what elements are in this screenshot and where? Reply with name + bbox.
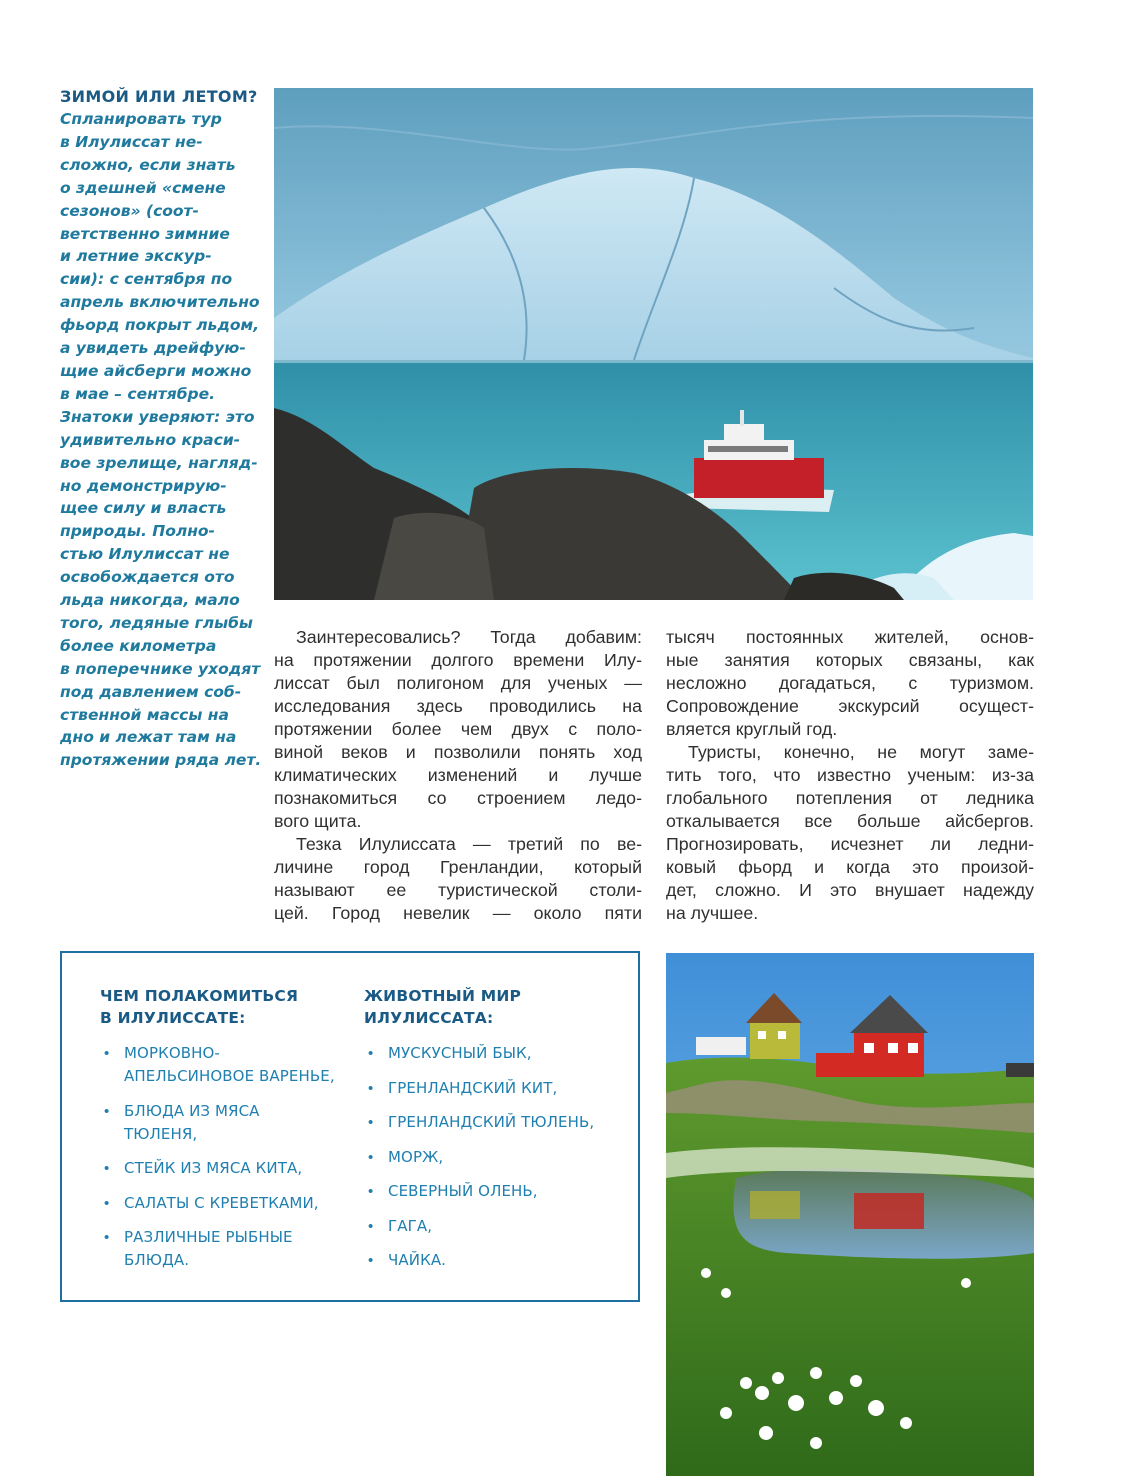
list-item-text: БЛЮДА.	[124, 1251, 190, 1269]
article-line: тысяч постоянных жителей, основ-	[666, 627, 1034, 647]
article-line: дет, сложно. И это внушает надежду	[666, 880, 1034, 900]
article-line: лиссат был полигоном для ученых —	[274, 673, 642, 693]
sidebar-title: ЗИМОЙ ИЛИ ЛЕТОМ?	[60, 87, 258, 106]
houses-photo	[666, 953, 1034, 1476]
sidebar-line: в мае – сентябре.	[60, 384, 216, 403]
list-item	[364, 1042, 634, 1065]
list-item	[100, 1042, 350, 1088]
food-list-title: ЧЕМ ПОЛАКОМИТЬСЯ В ИЛУЛИССАТЕ:	[100, 987, 299, 1027]
list-item-text: СТЕЙК ИЗ МЯСА КИТА,	[124, 1159, 303, 1177]
sidebar-text	[60, 108, 260, 772]
sidebar-line: о здешней «смене	[60, 178, 226, 197]
sidebar-line: фьорд покрыт льдом,	[60, 316, 260, 335]
sidebar-line: льда никогда, мало	[60, 591, 240, 610]
list-item-text: РАЗЛИЧНЫЕ РЫБНЫЕ	[124, 1228, 293, 1246]
list-item-text: ТЮЛЕНЯ,	[124, 1124, 198, 1143]
sidebar-line: ственной массы на	[60, 705, 229, 724]
bullet-icon: •	[104, 1194, 110, 1212]
list-item	[100, 1157, 350, 1180]
bullet-icon: •	[368, 1114, 374, 1131]
list-item-text: САЛАТЫ С КРЕВЕТКАМИ,	[124, 1193, 319, 1212]
list-item	[100, 1192, 350, 1215]
sidebar-line: более километра	[60, 636, 217, 655]
list-item-text: ГРЕНЛАНДСКИЙ ТЮЛЕНЬ,	[388, 1113, 595, 1131]
list-item	[364, 1077, 634, 1100]
list-item-text: МУСКУСНЫЙ БЫК,	[388, 1044, 532, 1062]
sidebar-line: вое зрелище, нагляд-	[60, 453, 258, 472]
sidebar-line: и летние экскур-	[60, 247, 212, 266]
article-line: цей. Город невелик — около пяти	[274, 903, 642, 923]
bullet-icon: •	[368, 1252, 374, 1269]
sidebar-line: Спланировать тур	[60, 110, 222, 128]
list-item	[364, 1249, 634, 1272]
list-item	[100, 1100, 350, 1146]
article-line: на лучшее.	[666, 903, 759, 923]
list-item	[100, 1226, 350, 1272]
article-line: называют ее туристической столи-	[274, 880, 642, 900]
sidebar-line: сии): с сентября по	[60, 270, 233, 289]
article-line: глобального потепления от ледника	[666, 788, 1034, 808]
sidebar-line: протяжении ряда лет.	[60, 751, 262, 770]
bullet-icon: •	[104, 1102, 110, 1120]
bullet-icon: •	[368, 1183, 374, 1200]
list-item	[364, 1215, 634, 1238]
sidebar-line: природы. Полно-	[60, 522, 215, 541]
sidebar-line: того, ледяные глыбы	[60, 613, 253, 632]
bullet-icon: •	[104, 1229, 110, 1246]
sidebar-line: а увидеть дрейфую-	[60, 339, 246, 358]
article-line: вого щита.	[274, 811, 362, 831]
sidebar-line: в поперечнике уходят	[60, 659, 261, 678]
article-line: на протяжении долгого времени Илу-	[274, 650, 642, 670]
article-line: личине город Гренландии, который	[274, 857, 642, 877]
sidebar-line: освобождается ото	[60, 568, 235, 587]
sidebar-line: сложно, если знать	[60, 155, 236, 174]
sidebar-line: удивительно краси-	[60, 430, 241, 449]
article-line: исследования здесь проводились на	[274, 696, 642, 716]
sidebar-line: сезонов» (соот-	[60, 201, 199, 220]
sidebar-line: под давлением соб-	[60, 682, 242, 701]
list-item	[364, 1180, 634, 1203]
bullet-icon: •	[104, 1160, 110, 1177]
sidebar-line: в Илулиссат не-	[60, 132, 203, 151]
article-line: Туристы, конечно, не могут заме-	[688, 742, 1034, 762]
sidebar-line: щее силу и власть	[60, 499, 227, 518]
bullet-icon: •	[368, 1148, 374, 1166]
list-item-text: БЛЮДА ИЗ МЯСА	[124, 1101, 260, 1120]
sidebar-line: стью Илулиссат не	[60, 545, 230, 564]
article-column-1	[274, 626, 642, 925]
article-line: протяжении более чем двух с поло-	[274, 719, 642, 739]
bullet-icon: •	[104, 1045, 110, 1062]
list-item	[364, 1111, 634, 1134]
article-line: ковый фьорд и когда это произой-	[666, 857, 1034, 877]
list-item	[364, 1146, 634, 1169]
sidebar-line: ветственно зимние	[60, 224, 230, 243]
list-item-text: ЧАЙКА.	[388, 1251, 447, 1269]
iceberg-photo	[274, 88, 1033, 600]
fauna-list-title: ЖИВОТНЫЙ МИР ИЛУЛИССАТА:	[364, 987, 522, 1027]
list-item-text: ГРЕНЛАНДСКИЙ КИТ,	[388, 1078, 558, 1097]
article-line: виной веков и позволили понять ход	[274, 742, 642, 762]
article-line: климатических изменений и лучше	[274, 765, 642, 785]
list-item-text: ГАГА,	[388, 1216, 433, 1235]
list-item-text: МОРЖ,	[388, 1147, 444, 1166]
list-item-text: МОРКОВНО-	[124, 1044, 220, 1062]
article-line: познакомиться со строением ледо-	[274, 788, 642, 808]
article-line: тить того, что известно ученым: из-за	[666, 765, 1034, 785]
bullet-icon: •	[368, 1217, 374, 1235]
article-line: Прогнозировать, исчезнет ли ледни-	[666, 834, 1034, 854]
article-line: Заинтересовались? Тогда добавим:	[296, 627, 642, 647]
article-line: ные занятия которых связаны, как	[666, 650, 1034, 670]
sidebar-note	[60, 86, 260, 772]
article-column-2	[666, 626, 1034, 925]
sidebar-line: но демонстрирую-	[60, 476, 227, 495]
article-line: несложно догадаться, с туризмом.	[666, 673, 1034, 693]
sidebar-line: Знатоки уверяют: это	[60, 407, 255, 426]
bullet-icon: •	[368, 1079, 374, 1097]
article-line: откалывается все больше айсбергов.	[666, 811, 1034, 831]
sidebar-line: дно и лежат там на	[60, 728, 237, 747]
list-item-text: СЕВЕРНЫЙ ОЛЕНЬ,	[388, 1182, 538, 1200]
sidebar-line: апрель включительно	[60, 293, 260, 312]
article-line: Тезка Илулиссата — третий по ве-	[296, 834, 642, 854]
food-list	[100, 985, 350, 1284]
info-box	[60, 951, 640, 1302]
sidebar-line: щие айсберги можно	[60, 361, 252, 380]
list-item-text: АПЕЛЬСИНОВОЕ ВАРЕНЬЕ,	[124, 1067, 335, 1085]
article-line: Сопровождение экскурсий осущест-	[666, 696, 1034, 716]
fauna-list	[364, 985, 634, 1284]
article-line: вляется круглый год.	[666, 719, 838, 739]
bullet-icon: •	[368, 1045, 374, 1062]
